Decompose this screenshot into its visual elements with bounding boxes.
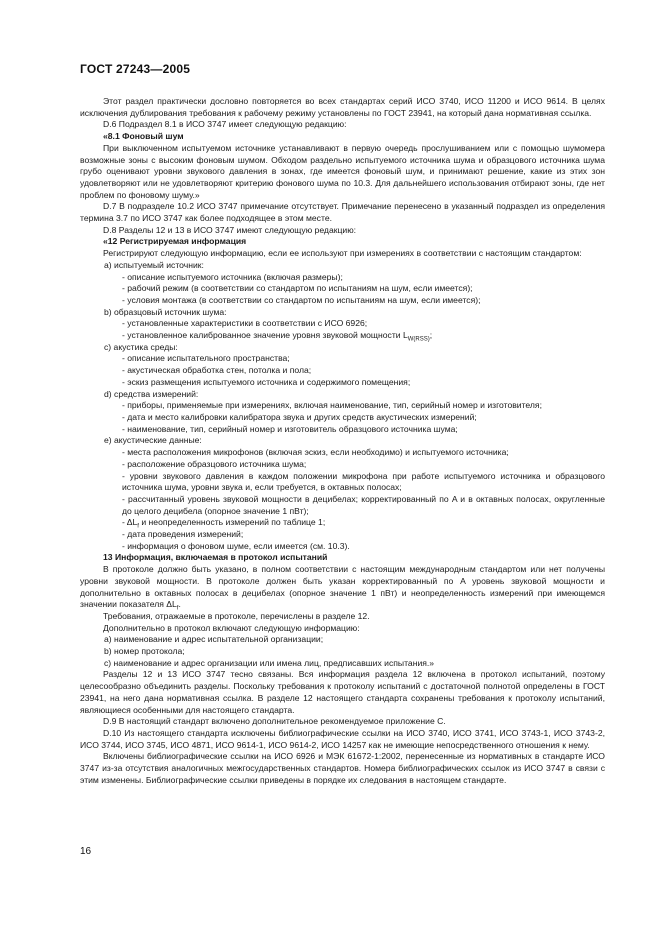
list-subitem: - расположение образцового источника шума; — [122, 458, 307, 469]
list-subitem: - условия монтажа (в соответствии со стандартом по испытаниям на шум, если имеется); — [122, 294, 481, 305]
paragraph: D.6 Подраздел 8.1 в ИСО 3747 имеет следующую редакцию: — [103, 119, 347, 130]
paragraph: D.7 В подразделе 10.2 ИСО 3747 примечание отсутствует. Примечание перенесено в указанный подраздел из определения термина 3.7 по ИСО 3747 как более подходящее в этом месте. — [80, 201, 605, 224]
list-subitem: - информация о фоновом шуме, если имеется (см. 10.3). — [122, 540, 350, 551]
list-item: c) наименование и адрес организации или имена лиц, предписавших испытания.» — [104, 657, 435, 668]
list-item: b) образцовый источник шума: — [104, 306, 227, 317]
list-subitem: - уровни звукового давления в каждом положении микрофона при работе испытуемого источника и образцового источника шума, уровни звука и, если требуется, в октавных полосах; — [122, 470, 605, 493]
list-item: d) средства измерений: — [104, 388, 199, 399]
paragraph: Разделы 12 и 13 ИСО 3747 тесно связаны. Вся информация раздела 12 включена в протокол испытаний, поэтому целесообразно объединить разделы. Поскольку требования к протоколу испытаний с достаточной полнотой определены в ГОСТ 23941, на него дана нормативная ссылка. В разделе 12 настоящего стандарта сохранены требования к протоколу испытаний, являющиеся особенными для настоящего стандарта. — [80, 669, 605, 715]
list-item: a) испытуемый источник: — [104, 259, 204, 270]
list-subitem: - рабочий режим (в соответствии со стандартом по испытаниям на шум, если имеется); — [122, 283, 473, 294]
list-subitem — [122, 517, 605, 529]
paragraph: Этот раздел практически дословно повторяется во всех стандартах серий ИСО 3740, ИСО 11200 и ИСО 9614. В целях исключения дублирования требования к рабочему режиму установлены по ГОСТ 23941, на который дана нормативная ссылка. — [80, 96, 605, 118]
list-item: c) акустика среды: — [104, 341, 178, 352]
list-subitem: - рассчитанный уровень звуковой мощности в децибелах; корректированный по A и в октавных полосах, округленные до целого децибела (опорное значение 1 пВт); — [122, 493, 605, 516]
list-subitem — [122, 330, 605, 342]
document-body — [80, 96, 605, 786]
list-subitem-text: - установленное калиброванное значение уровня звуковой мощности L — [122, 330, 408, 341]
punctuation: . — [178, 599, 181, 610]
paragraph — [80, 564, 605, 611]
list-item: e) акустические данные: — [104, 435, 202, 446]
list-subitem-text: и неопределенность измерений по таблице 1; — [138, 517, 326, 528]
list-subitem: - приборы, применяемые при измерениях, включая наименование, тип, серийный номер и изготовителя; — [122, 400, 542, 411]
section-heading: 13 Информация, включаемая в протокол испытаний — [103, 552, 328, 563]
punctuation: ; — [429, 330, 433, 341]
paragraph: D.9 В настоящий стандарт включено дополнительное рекомендуемое приложение С. — [103, 716, 446, 727]
subscript: f — [137, 524, 139, 531]
subsection-heading: «8.1 Фоновый шум — [103, 131, 184, 142]
list-subitem: - места расположения микрофонов (включая эскиз, если необходимо) и испытуемого источника; — [122, 447, 509, 458]
paragraph: D.8 Разделы 12 и 13 в ИСО 3747 имеют следующую редакцию: — [103, 224, 357, 235]
list-item: b) номер протокола; — [104, 646, 185, 657]
paragraph: При выключенном испытуемом источнике устанавливают в первую очередь прослушиванием или с помощью шумомера возможные зоны с высоким фоновым шумом. Обходом раздельно испытуемого источника шума и образцового источника шума грубо оценивают уровни звукового давления в зонах, где имеется фоновый шум, и принимают решение, какие из этих зон удовлетворяют или не удовлетворяют критерию фонового шума по 10.3. Для дальнейшего использования отбирают зоны, где нет проблем по фоновому шуму.» — [80, 142, 605, 200]
paragraph: Включены библиографические ссылки на ИСО 6926 и МЭК 61672-1:2002, перенесенные из нормативных в стандарте ИСО 3747 из-за отсутствия аналогичных межгосударственных стандартов. Номера библиографических ссылок из ИСО 3747 в связи с этим изменены. Библиографические ссылки приведены в порядке их следования в настоящем стандарте. — [80, 751, 605, 785]
delta-l-symbol: - ΔL — [122, 517, 138, 528]
paragraph: Дополнительно в протокол включают следующую информацию: — [103, 622, 360, 633]
subscript: W(RSS) — [407, 336, 430, 343]
subscript: f — [176, 605, 179, 612]
section-heading: «12 Регистрируемая информация — [103, 236, 247, 247]
paragraph: Регистрируют следующую информацию, если ее используют при измерениях в соответствии с настоящим стандартом: — [103, 248, 582, 259]
paragraph: Требования, отражаемые в протоколе, перечислены в разделе 12. — [103, 610, 370, 621]
page-number: 16 — [80, 846, 92, 857]
page-header: ГОСТ 27243—2005 — [80, 62, 191, 76]
list-subitem: - дата проведения измерений; — [122, 529, 244, 540]
list-subitem: - эскиз размещения испытуемого источника и содержимого помещения; — [122, 376, 411, 387]
list-subitem: - акустическая обработка стен, потолка и пола; — [122, 365, 312, 376]
list-subitem: - описание испытуемого источника (включая размеры); — [122, 271, 343, 282]
list-item: a) наименование и адрес испытательной организации; — [104, 634, 324, 645]
paragraph: D.10 Из настоящего стандарта исключены библиографические ссылки на ИСО 3740, ИСО 3741, ИСО 3743-1, ИСО 3743-2, ИСО 3744, ИСО 3745, ИСО 4871, ИСО 9614-1, ИСО 9614-2, ИСО 14257 как не имеющие непосредственного отношения к нему. — [80, 727, 605, 750]
list-subitem: - установленные характеристики в соответствии с ИСО 6926; — [122, 318, 368, 329]
paragraph-text: В протоколе должно быть указано, в полном соответствии с настоящим международным стандартом или нет получены уровни звуковой мощности. В протоколе должен быть указан корректированный по A уровень звуковой мощности и дополнительно в октавных полосах в децибелах (опорное значение 1 пВт) и неопределенность измерений при имеющемся значении показателя ΔL — [80, 564, 605, 610]
list-subitem: - описание испытательного пространства; — [122, 353, 290, 364]
list-subitem: - дата и место калибровки калибратора звука и других средств акустических измерений; — [122, 411, 477, 422]
list-subitem: - наименование, тип, серийный номер и изготовитель образцового источника шума; — [122, 423, 458, 434]
